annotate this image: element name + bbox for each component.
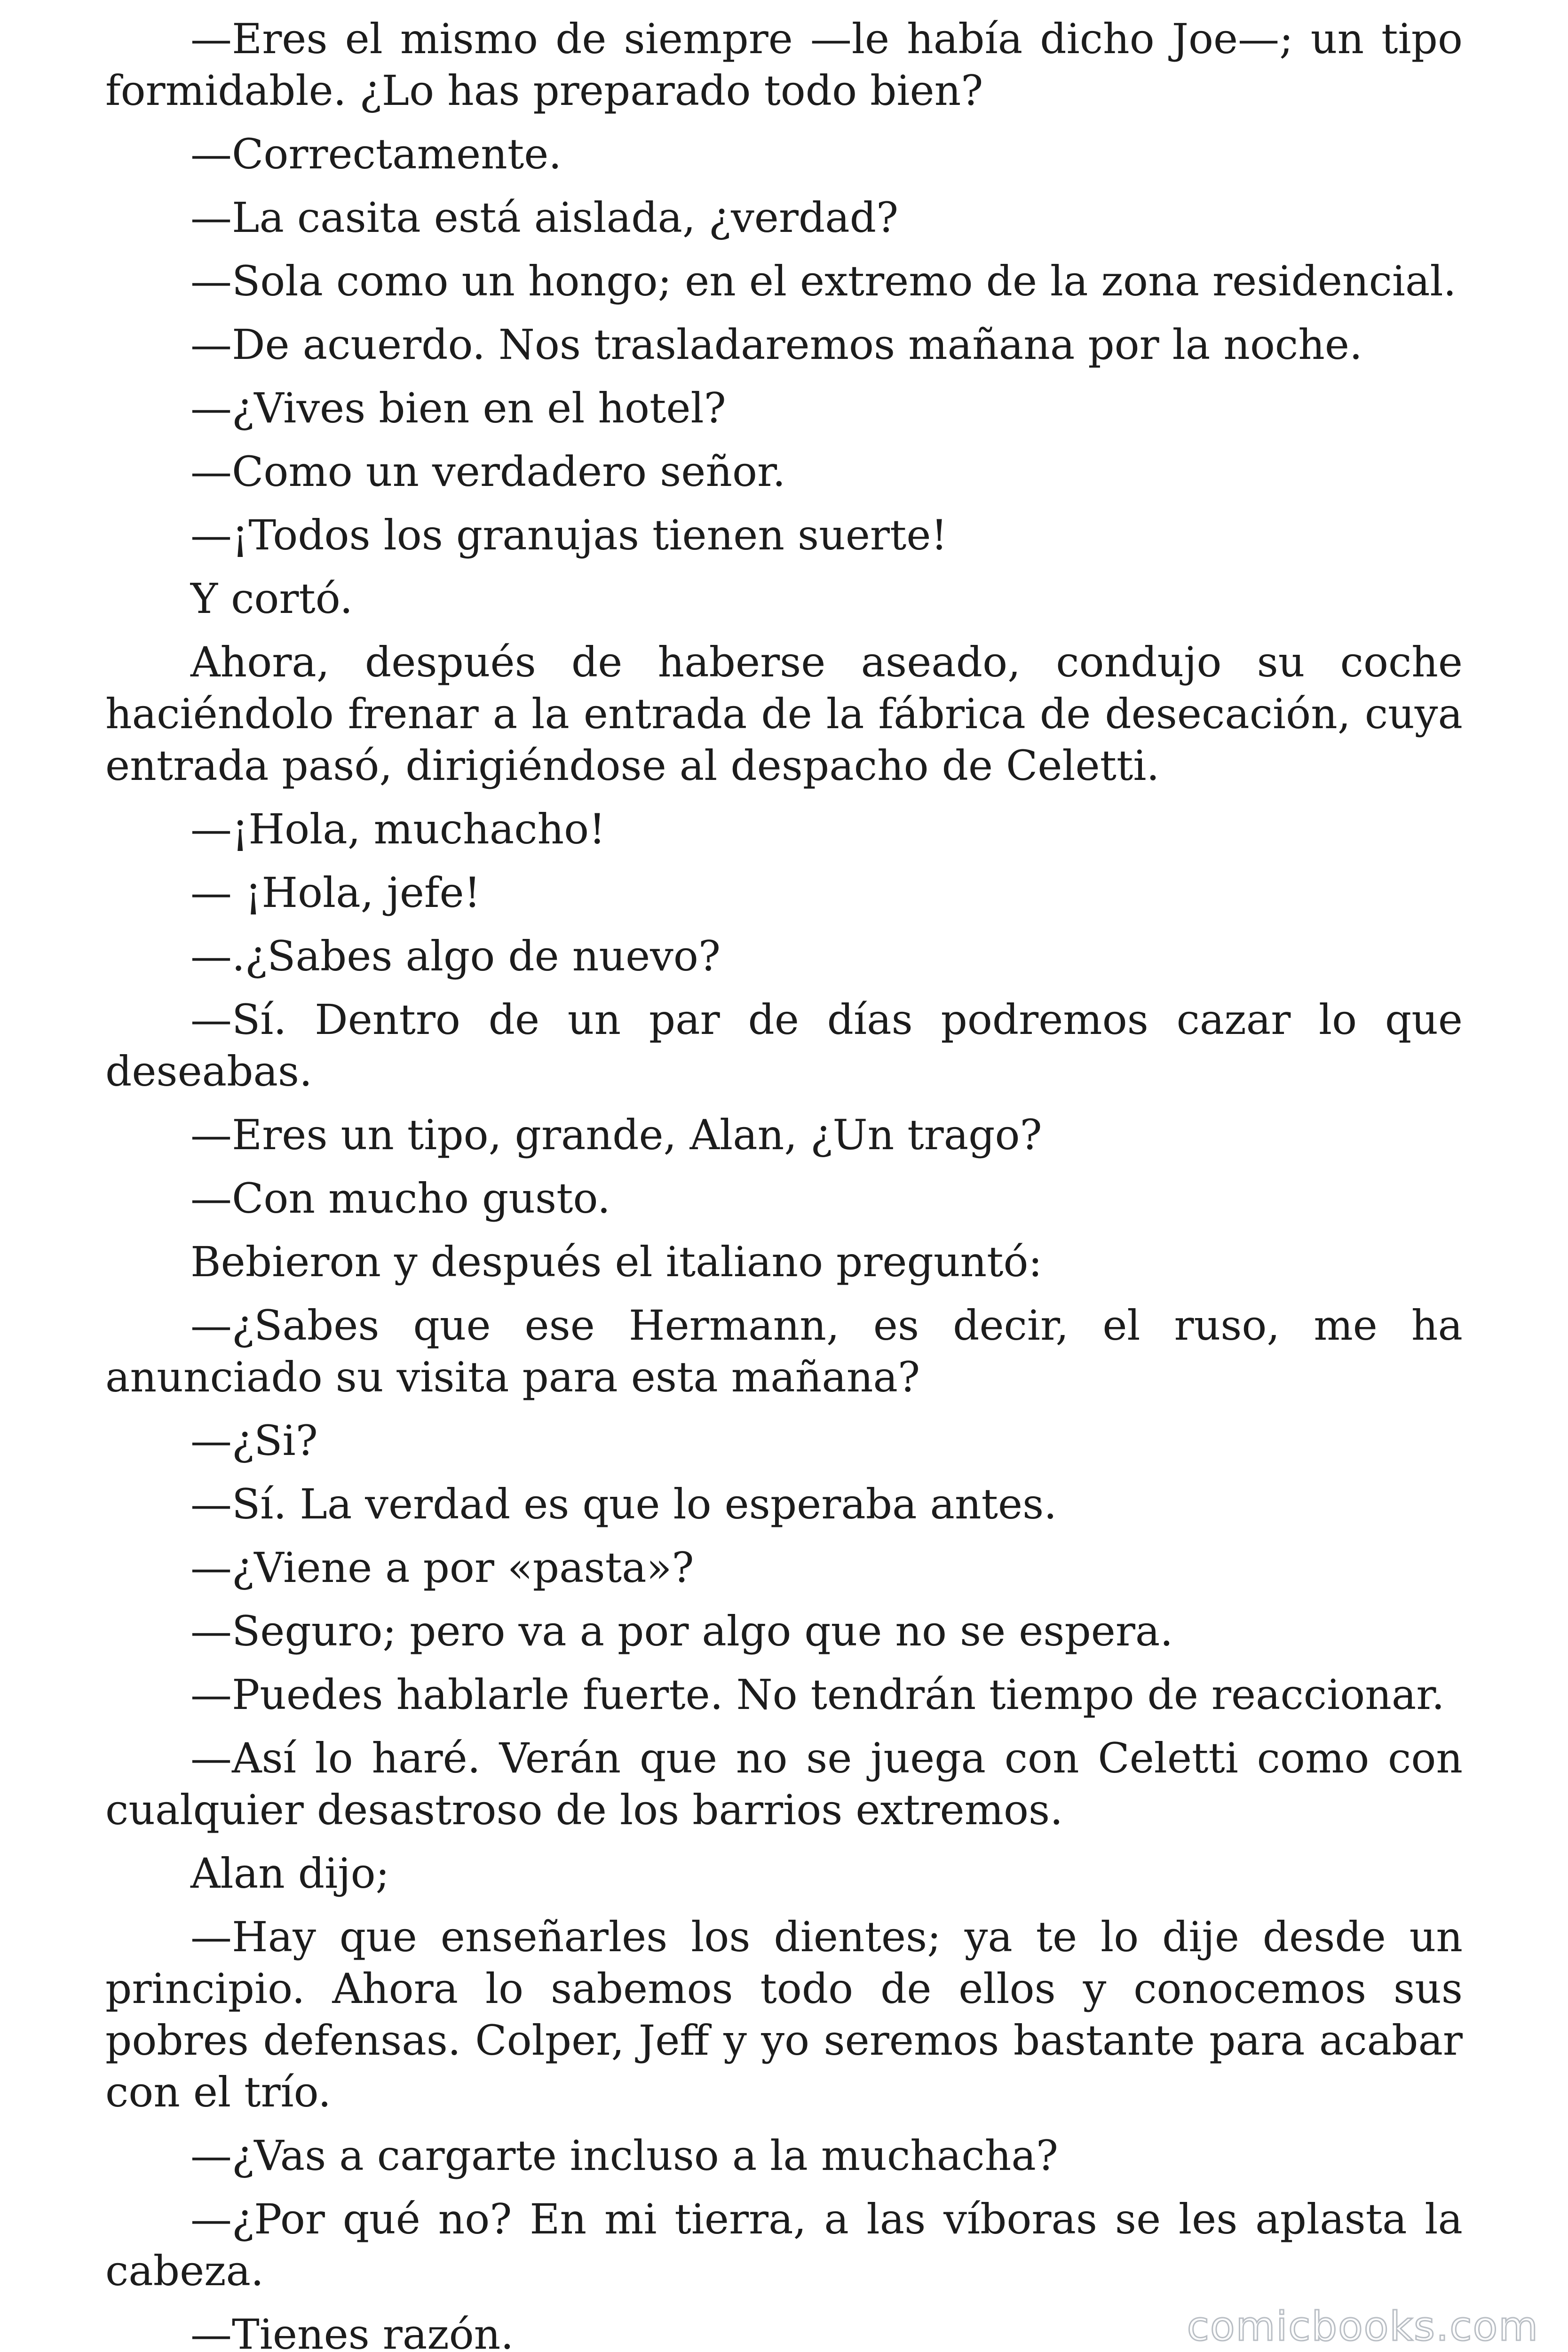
paragraph: Ahora, después de haberse aseado, condujo su coche haciéndolo frenar a la entrada de la fábrica de desecación, cuya entrada pasó, dirigiéndose al despacho de Celetti. [105, 638, 1463, 790]
paragraph: —Puedes hablarle fuerte. No tendrán tiempo de reaccionar. [190, 1670, 1445, 1719]
paragraph: —Seguro; pero va a por algo que no se espera. [190, 1607, 1173, 1655]
paragraph: —Así lo haré. Verán que no se juega con Celetti como con cualquier desastroso de los barrios extremos. [105, 1734, 1463, 1834]
paragraph: —Eres un tipo, grande, Alan, ¿Un trago? [190, 1111, 1042, 1159]
paragraph: —Eres el mismo de siempre —le había dicho Joe—; un tipo formidable. ¿Lo has preparado todo bien? [105, 15, 1463, 115]
paragraph: —Sí. Dentro de un par de días podremos cazar lo que deseabas. [105, 995, 1463, 1096]
paragraph: —¿Vives bien en el hotel? [190, 384, 726, 432]
paragraph: —Con mucho gusto. [190, 1174, 610, 1223]
paragraph: —Sí. La verdad es que lo esperaba antes. [190, 1480, 1057, 1528]
paragraph: Bebieron y después el italiano preguntó: [190, 1238, 1043, 1286]
paragraph: Y cortó. [190, 574, 353, 623]
paragraph: —¿Viene a por «pasta»? [190, 1543, 694, 1592]
paragraph: —¿Vas a cargarte incluso a la muchacha? [190, 2131, 1058, 2180]
paragraph: —De acuerdo. Nos trasladaremos mañana por la noche. [190, 320, 1362, 369]
paragraph: —¿Sabes que ese Hermann, es decir, el ruso, me ha anunciado su visita para esta mañana? [105, 1301, 1463, 1401]
paragraph: —¿Si? [190, 1416, 318, 1465]
paragraph: —Correctamente. [190, 130, 562, 178]
watermark: comicbooks.com [1187, 2303, 1539, 2350]
paragraph: —¡Hola, muchacho! [190, 805, 606, 853]
paragraph: —Tienes razón. [190, 2310, 514, 2352]
document-page [105, 13, 1463, 2352]
paragraph: Alan dijo; [190, 1849, 390, 1898]
paragraph: — ¡Hola, jefe! [190, 868, 481, 917]
paragraph: —¡Todos los granujas tienen suerte! [190, 511, 948, 559]
paragraph: —¿Por qué no? En mi tierra, a las víboras se les aplasta la cabeza. [105, 2195, 1463, 2295]
paragraph: —Sola como un hongo; en el extremo de la zona residencial. [190, 257, 1457, 305]
paragraph: —La casita está aislada, ¿verdad? [190, 193, 899, 242]
paragraph: —.¿Sabes algo de nuevo? [190, 932, 721, 980]
paragraph: —Hay que enseñarles los dientes; ya te lo dije desde un principio. Ahora lo sabemos todo de ellos y conocemos sus pobres defensas. Colper, Jeff y yo seremos bastante para acabar con el trío. [105, 1913, 1463, 2116]
paragraph: —Como un verdadero señor. [190, 447, 786, 496]
